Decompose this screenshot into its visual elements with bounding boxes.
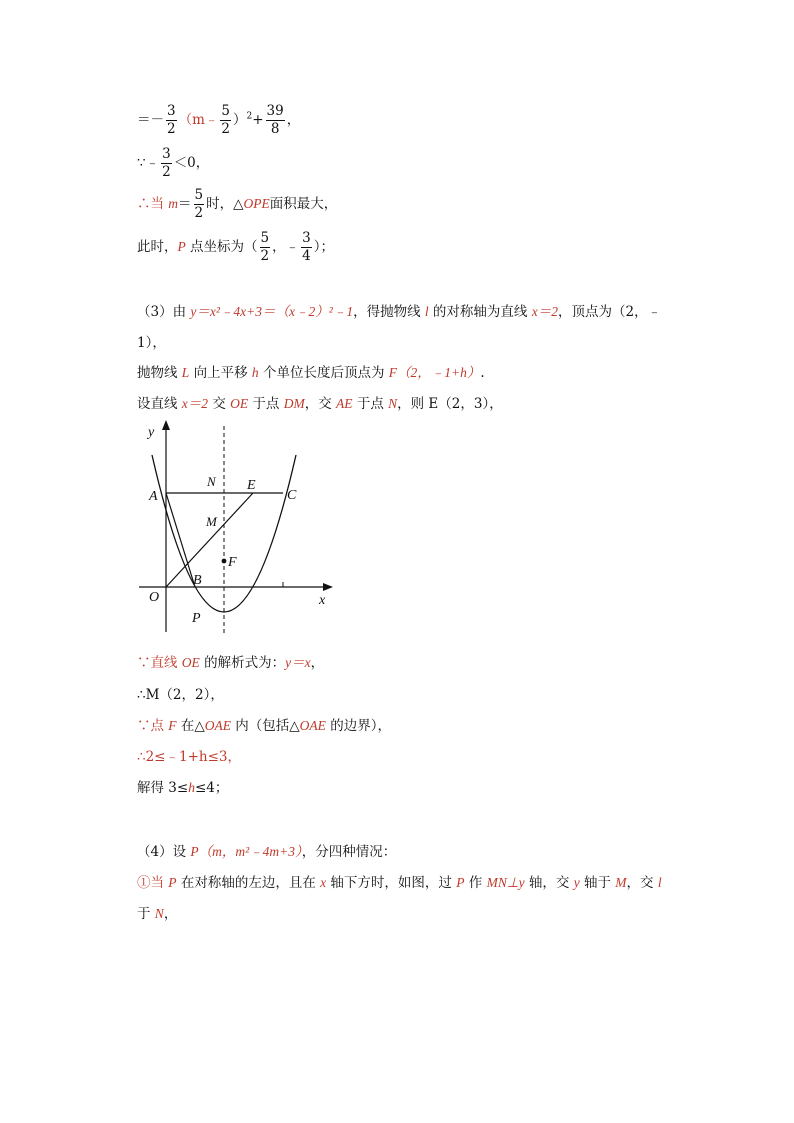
denominator: 2 — [167, 121, 176, 137]
text: y＝x²﹣4x+3＝（x﹣2）²﹣1 — [190, 304, 354, 319]
text: ≤4； — [194, 780, 229, 796]
text: OAE — [204, 718, 231, 733]
text: 作 — [464, 875, 487, 891]
text: P — [177, 239, 186, 254]
text: ∴2≤﹣1+h≤3， — [137, 749, 241, 765]
text: y＝x — [285, 655, 311, 670]
text: F（2，﹣1+h） — [388, 365, 481, 380]
text: 的对称轴为直线 — [428, 304, 532, 320]
text: ＝－ — [137, 112, 164, 128]
text: ， — [286, 112, 301, 128]
fraction — [266, 103, 285, 138]
text: ，交 — [304, 396, 337, 412]
text: 解得 3≤ — [137, 780, 189, 796]
text: ＜0， — [173, 155, 210, 171]
numerator: 3 — [167, 103, 176, 119]
denominator: 8 — [270, 121, 280, 137]
text: 于 — [137, 906, 155, 922]
solution-line-4 — [137, 230, 334, 265]
numerator: 5 — [194, 187, 204, 203]
text: ∵点 — [137, 718, 169, 734]
text: 于点 — [352, 396, 389, 412]
part3-line-3 — [137, 363, 485, 383]
numerator: 3 — [162, 146, 171, 162]
part3-line-4 — [137, 394, 503, 414]
part4-line-3 — [137, 904, 177, 924]
text: M — [615, 875, 627, 890]
text: ，则 E（2，3）， — [397, 396, 503, 412]
label-a: A — [149, 489, 158, 504]
text: 1）， — [137, 335, 166, 351]
text: + — [252, 112, 264, 128]
text: OE — [230, 396, 249, 411]
denominator: 2 — [260, 248, 270, 264]
text: OPE — [243, 196, 270, 211]
fraction — [194, 187, 205, 222]
text: 设直线 — [137, 396, 182, 412]
text: 轴，交 — [524, 875, 574, 891]
text: ，交 — [626, 875, 658, 891]
fraction — [301, 230, 312, 265]
text: OAE — [299, 718, 326, 733]
solution-line-3 — [137, 187, 337, 222]
part3-line-5 — [137, 653, 324, 673]
superscript: 2 — [246, 111, 253, 122]
label-n: N — [207, 474, 216, 489]
text: l — [657, 875, 662, 890]
part4-line-1 — [137, 842, 396, 862]
label-o: O — [149, 590, 160, 605]
text: N — [154, 906, 164, 921]
text: m — [168, 196, 179, 211]
text: x＝2 — [531, 304, 558, 319]
label-y: y — [148, 425, 155, 440]
text: OE — [181, 655, 200, 670]
text: F — [168, 718, 177, 733]
text: ∵﹣ — [137, 155, 160, 171]
segment-ab — [166, 493, 195, 587]
text: MN⊥y — [486, 875, 525, 890]
text: ）； — [313, 239, 334, 255]
solution-line-2 — [137, 146, 209, 181]
text: （4）设 — [137, 844, 191, 860]
part3-line-9 — [137, 778, 228, 798]
numerator: 5 — [221, 103, 230, 119]
text: ， — [163, 906, 178, 922]
text: P — [456, 875, 465, 890]
label-c: C — [287, 488, 297, 503]
text: N — [388, 396, 398, 411]
x-axis-arrow — [323, 583, 333, 591]
text: 在对称轴的左边，且在 — [176, 875, 321, 891]
label-m: M — [206, 514, 217, 529]
segment-oe — [166, 493, 253, 587]
text: ，﹣ — [272, 239, 300, 255]
part3-line-7 — [137, 716, 391, 736]
label-f: F — [228, 555, 237, 570]
part4-line-2 — [137, 873, 662, 893]
text: 点坐标为（ — [185, 239, 258, 255]
numerator: 5 — [260, 230, 270, 246]
denominator: 2 — [194, 205, 204, 221]
text: P（m，m²﹣4m+3） — [190, 844, 302, 859]
denominator: 2 — [162, 164, 171, 180]
text: 个单位长度后顶点为 — [258, 365, 389, 381]
text: 此时， — [137, 239, 178, 255]
y-axis-arrow — [162, 420, 170, 430]
text: 轴于 — [579, 875, 616, 891]
text: 抛物线 — [137, 365, 182, 381]
part3-line-8 — [137, 747, 241, 767]
text: ∴M（2，2）， — [137, 687, 224, 703]
numerator: 3 — [302, 230, 311, 246]
text: （m﹣ — [178, 112, 219, 128]
label-b: B — [193, 573, 202, 588]
fraction — [161, 146, 172, 181]
denominator: 2 — [221, 121, 230, 137]
text: DM — [283, 396, 305, 411]
text: 交 — [208, 396, 231, 412]
text: 面积最大， — [269, 196, 338, 212]
text: ∴当 — [137, 196, 169, 212]
text: ， — [310, 655, 325, 671]
text: 向上平移 — [189, 365, 252, 381]
text: x — [320, 875, 327, 890]
text: ，顶点为（2，﹣ — [557, 304, 662, 320]
text: h — [188, 780, 195, 795]
text: 的解析式为： — [199, 655, 286, 671]
text: （3）由 — [137, 304, 191, 320]
text: x＝2 — [181, 396, 209, 411]
text: ，分四种情况： — [301, 844, 397, 860]
text: L — [181, 365, 190, 380]
denominator: 4 — [302, 248, 311, 264]
text: ，得抛物线 — [353, 304, 425, 320]
text: 内（包括△ — [230, 718, 300, 734]
numerator: 39 — [266, 103, 284, 119]
text: ＝ — [178, 196, 192, 212]
label-p: P — [192, 611, 201, 626]
fraction — [260, 230, 271, 265]
text: ①当 — [137, 875, 169, 891]
part3-line-1 — [137, 302, 661, 322]
fraction — [220, 103, 231, 138]
text: 时，△ — [206, 196, 244, 212]
text: 在△ — [176, 718, 205, 734]
text: 的边界）， — [325, 718, 391, 734]
text: h — [251, 365, 259, 380]
text: 轴下方时，如图，过 — [326, 875, 457, 891]
text: AE — [336, 396, 353, 411]
text: ∵直线 — [137, 655, 182, 671]
text: l — [424, 304, 429, 319]
part3-line-6 — [137, 685, 224, 705]
point-f — [222, 559, 227, 564]
label-e: E — [247, 478, 256, 493]
solution-line-1: ＝－ $\frac{3}{2}$ （m﹣ $\frac{5}{2}$ ）$^2$+ $\frac{39}{8}$ ， — [137, 103, 301, 137]
fraction — [166, 103, 177, 138]
part3-line-2 — [137, 333, 166, 353]
text: y — [573, 875, 580, 890]
parabola-figure — [137, 418, 347, 638]
text: 于点 — [248, 396, 284, 412]
text: P — [168, 875, 177, 890]
label-x: x — [319, 593, 326, 608]
text: . — [480, 365, 485, 381]
